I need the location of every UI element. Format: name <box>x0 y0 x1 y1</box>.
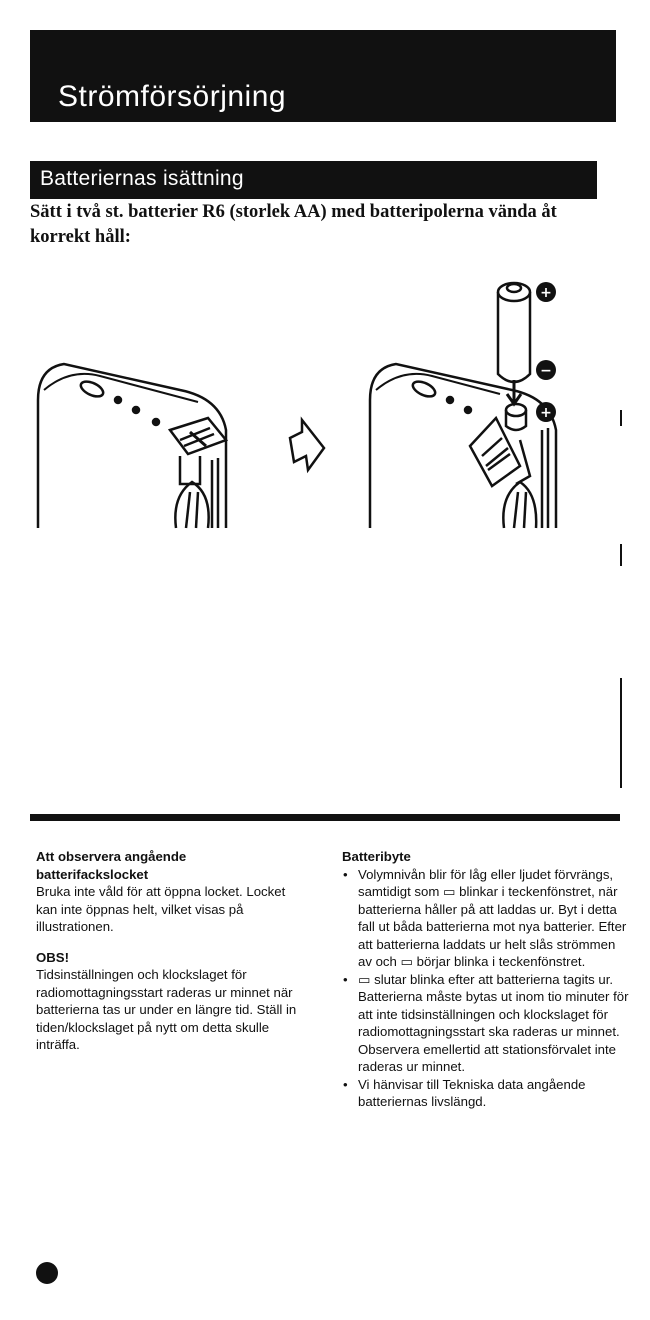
battery-replacement-heading: Batteribyte <box>342 849 411 864</box>
section-divider <box>30 814 620 821</box>
left-column <box>36 848 298 1054</box>
margin-mark <box>620 678 622 788</box>
obs-body: Tidsinställningen och klockslaget för radiomottagningsstart raderas ur minnet när batterierna tas ur under en längre tid. Ställ in tiden/klockslaget på nytt om detta skulle inträffa. <box>36 967 297 1052</box>
battery-replacement-list <box>342 866 632 1111</box>
battery-icon <box>498 283 530 382</box>
list-item: • Volymnivån blir för låg eller ljudet förvrängs, samtidigt som ▭ blinkar i teckenfönstret, när batterierna håller på att laddas ur. Byt i detta fall ut båda batterierna mot nya batterier. Efter att batterierna laddats ur helt slås strömmen av och ▭ börjar blinka i teckenfönstret. <box>342 866 632 971</box>
svg-text:−: − <box>540 363 552 379</box>
page-number-badge <box>36 1262 58 1284</box>
lid-note-body: Bruka inte våld för att öppna locket. Locket kan inte öppnas helt, vilket visas på illustrationen. <box>36 884 286 934</box>
polarity-minus <box>536 360 556 380</box>
section-bar <box>30 161 597 199</box>
margin-mark <box>620 410 622 426</box>
intro-text: Sätt i två st. batterier R6 (storlek AA) med batteripolerna vända åt korrekt håll: <box>30 202 557 247</box>
lid-note-heading: Att observera angående batterifackslocket <box>36 849 187 882</box>
device-closed-lid <box>38 364 226 528</box>
svg-text:+: + <box>540 285 552 301</box>
device-open-lid <box>370 364 556 528</box>
margin-mark <box>620 544 622 566</box>
polarity-plus-top <box>536 282 556 302</box>
right-arrow-icon <box>290 420 324 470</box>
list-item: • Vi hänvisar till Tekniska data angående batteriernas livslängd. <box>342 1076 632 1111</box>
battery-insertion-illustration <box>30 270 590 560</box>
page-title: Strömförsörjning <box>58 80 287 113</box>
section-title: Batteriernas isättning <box>40 167 244 190</box>
polarity-plus-bottom <box>536 402 556 422</box>
svg-text:+: + <box>540 405 552 421</box>
list-item: • ▭ slutar blinka efter att batterierna tagits ur. Batterierna måste bytas ut inom tio minuter för att inte tidsinställningen och klockslaget för radiomottagningsstart ska raderas ur minnet. Observera emellertid att stationsförvalet inte raderas ur minnet. <box>342 971 632 1076</box>
right-column <box>342 848 632 1111</box>
obs-heading: OBS! <box>36 949 69 965</box>
title-bar <box>30 30 616 122</box>
